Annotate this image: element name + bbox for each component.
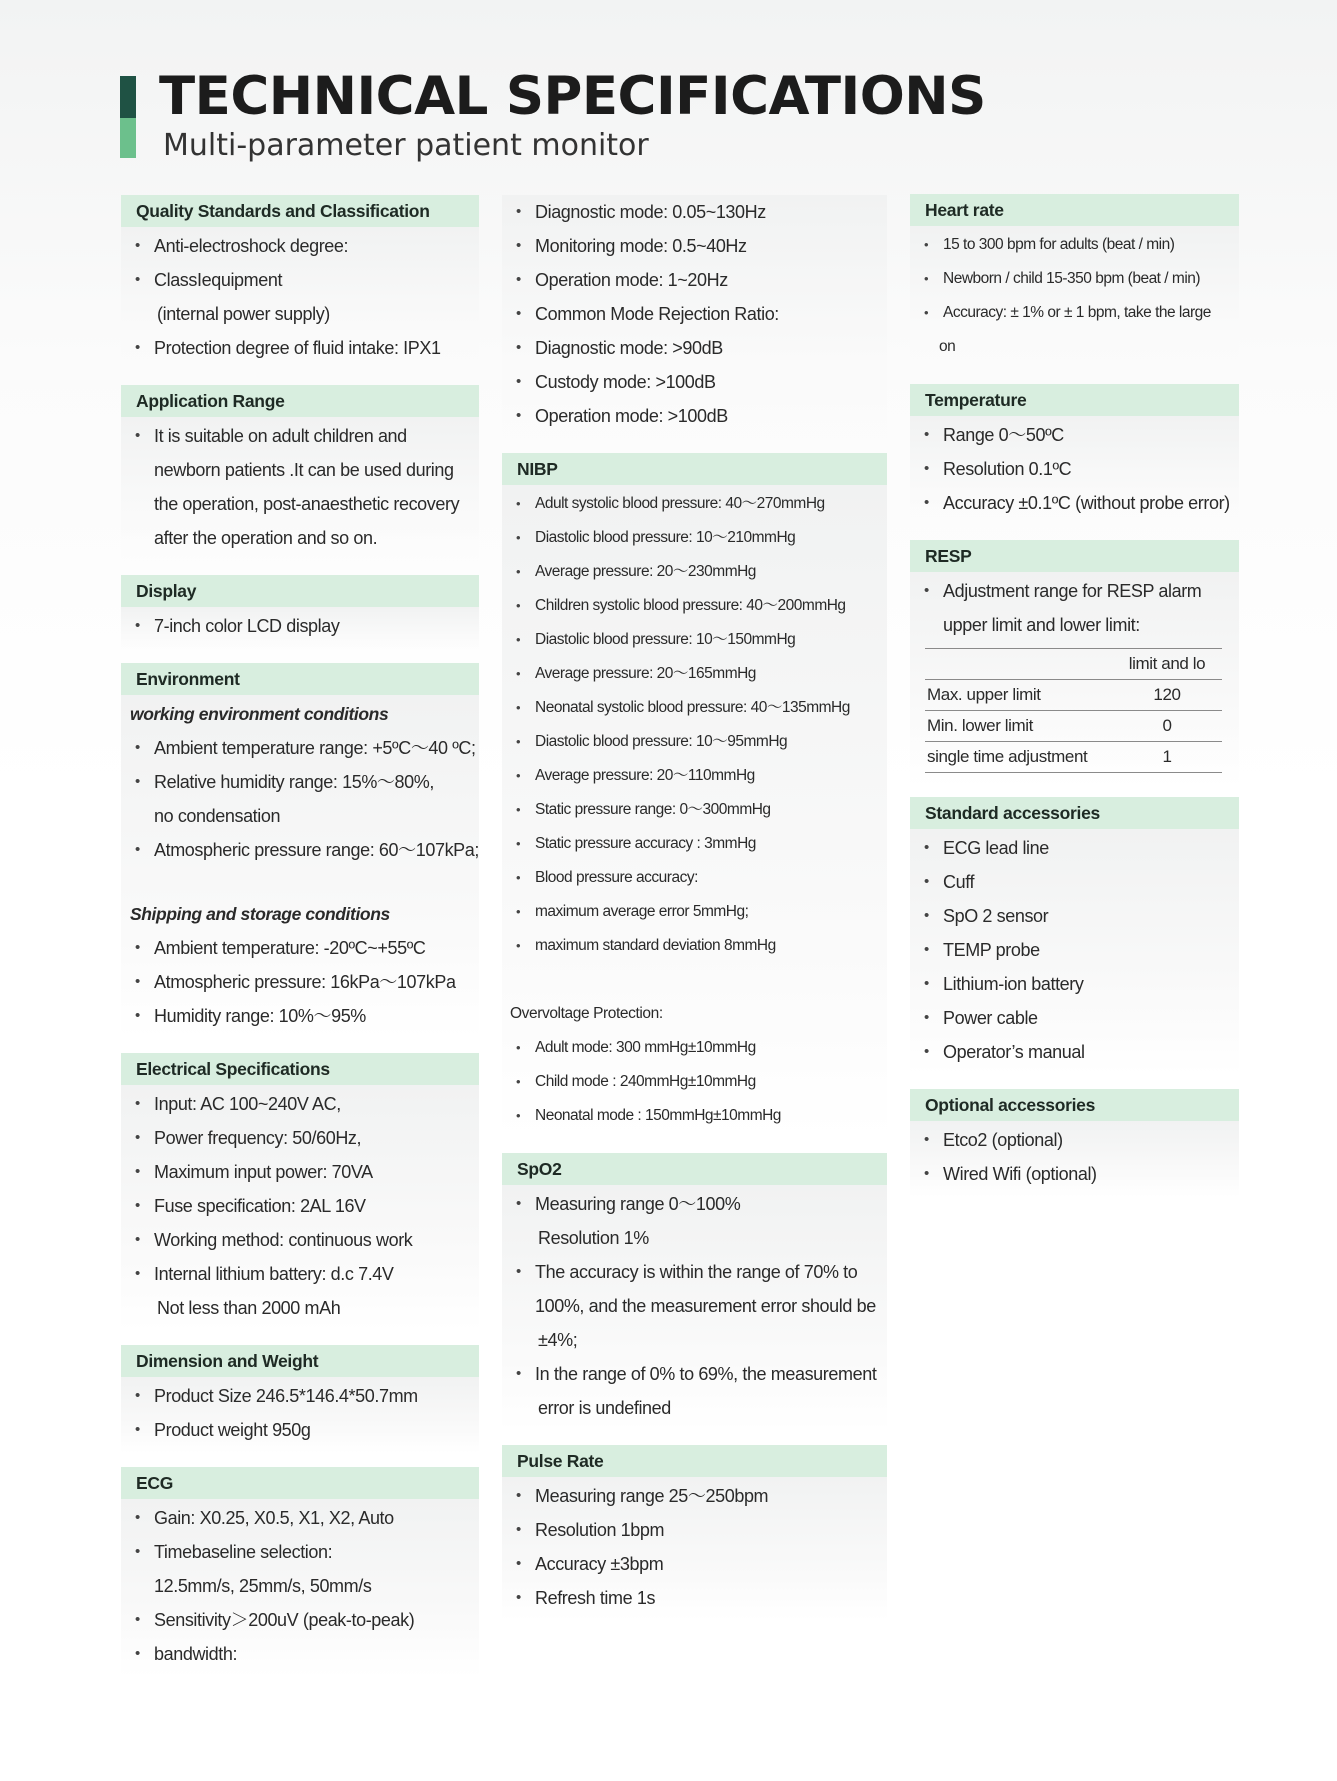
list-item: • Power frequency: 50/60Hz,: [121, 1121, 479, 1155]
list-item-continued: Not less than 2000 mAh: [157, 1298, 341, 1318]
table-cell-label: Min. lower limit: [925, 711, 1112, 742]
page-title: TECHNICAL SPECIFICATIONS: [159, 66, 986, 127]
table-row: [925, 649, 1222, 680]
list-item: • Atmospheric pressure range: 60～107kPa;: [121, 833, 479, 867]
list-item-continued: ±4%;: [538, 1330, 578, 1350]
list-item: • Ambient temperature range: +5ºC～40 ºC;: [121, 731, 479, 765]
section-title: Quality Standards and Classification: [121, 195, 479, 227]
list-item: • Gain: X0.25, X0.5, X1, X2, Auto: [121, 1501, 479, 1535]
list-item: • Measuring range 0～100%: [502, 1187, 887, 1221]
section-standard-accessories: [910, 797, 1239, 1075]
list-item: • Fuse specification: 2AL 16V: [121, 1189, 479, 1223]
list-item: • Average pressure: 20～110mmHg: [502, 759, 887, 793]
section-ecg: [121, 1467, 479, 1677]
list-item: • Diagnostic mode: 0.05~130Hz: [502, 195, 887, 229]
list-item: • bandwidth:: [121, 1637, 479, 1671]
list-item: • Monitoring mode: 0.5~40Hz: [502, 229, 887, 263]
section-title: Environment: [121, 663, 479, 695]
section-title: Pulse Rate: [502, 1445, 887, 1477]
list-item-continued: the operation, post-anaesthetic recovery: [154, 494, 460, 514]
section-temperature: [910, 384, 1239, 526]
table-cell-value: 120: [1112, 680, 1222, 711]
list-item: • Working method: continuous work: [121, 1223, 479, 1257]
section-title: Application Range: [121, 385, 479, 417]
table-cell-value: 0: [1112, 711, 1222, 742]
list-item: • Wired Wifi (optional): [910, 1157, 1239, 1191]
list-item: • ClassIequipment: [121, 263, 479, 297]
list-item: • Operator’s manual: [910, 1035, 1239, 1069]
list-item: • Internal lithium battery: d.c 7.4V: [121, 1257, 479, 1291]
list-item-continued: after the operation and so on.: [154, 528, 378, 548]
section-optional-accessories: [910, 1089, 1239, 1197]
section-title: Optional accessories: [910, 1089, 1239, 1121]
list-item: • Diagnostic mode: >90dB: [502, 331, 887, 365]
section-title: NIBP: [502, 453, 887, 485]
list-item-continued: Resolution 1%: [538, 1228, 649, 1248]
section-application: [121, 385, 479, 561]
list-item: • Accuracy ±3bpm: [502, 1547, 887, 1581]
list-item: • maximum average error 5mmHg;: [502, 895, 887, 929]
section-title: Heart rate: [910, 194, 1239, 226]
list-item: • 15 to 300 bpm for adults (beat / min): [910, 228, 1239, 262]
section-title: ECG: [121, 1467, 479, 1499]
section-display: [121, 575, 479, 649]
list-item: • Anti-electroshock degree:: [121, 229, 479, 263]
list-item: • Product Size 246.5*146.4*50.7mm: [121, 1379, 479, 1413]
list-item: • Blood pressure accuracy:: [502, 861, 887, 895]
section-pulse: [502, 1445, 887, 1621]
list-item-continued: 12.5mm/s, 25mm/s, 50mm/s: [154, 1576, 372, 1596]
section-title: Electrical Specifications: [121, 1053, 479, 1085]
list-item: • ECG lead line: [910, 831, 1239, 865]
list-item-continued: upper limit and lower limit:: [943, 615, 1140, 635]
list-item: • Ambient temperature: -20ºC~+55ºC: [121, 931, 479, 965]
list-item: • Neonatal systolic blood pressure: 40～135mmHg: [502, 691, 887, 725]
list-item: • Neonatal mode : 150mmHg±10mmHg: [502, 1099, 887, 1133]
table-cell-label: single time adjustment: [925, 742, 1112, 773]
list-item-continued: error is undefined: [538, 1398, 671, 1418]
list-item: • Common Mode Rejection Ratio:: [502, 297, 887, 331]
section-title: SpO2: [502, 1153, 887, 1185]
list-item: • Humidity range: 10%～95%: [121, 999, 479, 1033]
subheading-working: working environment conditions: [130, 704, 389, 724]
table-row: [925, 680, 1222, 711]
list-item-continued: 100%, and the measurement error should be: [535, 1296, 876, 1316]
column-right: [910, 194, 1239, 1211]
list-item: • Adjustment range for RESP alarm: [910, 574, 1239, 608]
list-item: • Operation mode: >100dB: [502, 399, 887, 433]
list-item: • Cuff: [910, 865, 1239, 899]
section-nibp: [502, 453, 887, 1139]
subheading-shipping: Shipping and storage conditions: [130, 904, 390, 924]
table-row: [925, 711, 1222, 742]
list-item: • Maximum input power: 70VA: [121, 1155, 479, 1189]
list-item: • Child mode : 240mmHg±10mmHg: [502, 1065, 887, 1099]
list-item: • TEMP probe: [910, 933, 1239, 967]
list-item: • Average pressure: 20～230mmHg: [502, 555, 887, 589]
page-subtitle: Multi-parameter patient monitor: [163, 128, 649, 163]
overvoltage-heading: Overvoltage Protection:: [510, 1005, 663, 1022]
list-item: • Refresh time 1s: [502, 1581, 887, 1615]
resp-alarm-table: [925, 648, 1222, 773]
list-item: • Operation mode: 1~20Hz: [502, 263, 887, 297]
list-item-continued: (internal power supply): [157, 304, 330, 324]
list-item: • SpO 2 sensor: [910, 899, 1239, 933]
list-item: • Range 0～50ºC: [910, 418, 1239, 452]
table-cell-value: 1: [1112, 742, 1222, 773]
section-title: RESP: [910, 540, 1239, 572]
section-spo2: [502, 1153, 887, 1431]
column-left: [121, 195, 479, 1691]
list-item: • In the range of 0% to 69%, the measurement: [502, 1357, 887, 1391]
list-item: • Static pressure accuracy : 3mmHg: [502, 827, 887, 861]
list-item: • Average pressure: 20～165mmHg: [502, 657, 887, 691]
list-item: • Sensitivity＞200uV (peak-to-peak): [121, 1603, 479, 1637]
table-header: limit and lo: [1112, 649, 1222, 680]
list-item: • Etco2 (optional): [910, 1123, 1239, 1157]
list-item: • Accuracy ±0.1ºC (without probe error): [910, 486, 1239, 520]
list-item: • Product weight 950g: [121, 1413, 479, 1447]
list-item-continued: newborn patients .It can be used during: [154, 460, 454, 480]
list-item: • Adult systolic blood pressure: 40～270mmHg: [502, 487, 887, 521]
accent-bar-light: [120, 118, 136, 158]
section-quality: [121, 195, 479, 371]
list-item: • Input: AC 100~240V AC,: [121, 1087, 479, 1121]
section-dimension: [121, 1345, 479, 1453]
table-cell-label: Max. upper limit: [925, 680, 1112, 711]
list-item: • Accuracy: ± 1% or ± 1 bpm, take the large: [910, 296, 1239, 330]
list-item: • Atmospheric pressure: 16kPa～107kPa: [121, 965, 479, 999]
list-item: • Resolution 0.1ºC: [910, 452, 1239, 486]
section-title: Temperature: [910, 384, 1239, 416]
list-item: • Resolution 1bpm: [502, 1513, 887, 1547]
section-ecg-continued: [502, 195, 887, 439]
section-title: Standard accessories: [910, 797, 1239, 829]
list-item: • Protection degree of fluid intake: IPX1: [121, 331, 479, 365]
section-title: Display: [121, 575, 479, 607]
section-environment: [121, 663, 479, 1039]
list-item: • maximum standard deviation 8mmHg: [502, 929, 887, 963]
list-item: • Relative humidity range: 15%～80%,: [121, 765, 479, 799]
list-item: • Children systolic blood pressure: 40～200mmHg: [502, 589, 887, 623]
list-item: • Lithium-ion battery: [910, 967, 1239, 1001]
list-item-continued: on: [939, 338, 956, 355]
list-item: • The accuracy is within the range of 70% to: [502, 1255, 887, 1289]
section-resp: [910, 540, 1239, 783]
title-accent-bar: [120, 76, 136, 158]
list-item: • Newborn / child 15-350 bpm (beat / min): [910, 262, 1239, 296]
list-item-continued: no condensation: [154, 806, 281, 826]
section-electrical: [121, 1053, 479, 1331]
accent-bar-dark: [120, 76, 136, 118]
list-item: • Diastolic blood pressure: 10～95mmHg: [502, 725, 887, 759]
list-item: • Measuring range 25～250bpm: [502, 1479, 887, 1513]
list-item: • 7-inch color LCD display: [121, 609, 479, 643]
list-item: • It is suitable on adult children and: [121, 419, 479, 453]
list-item: • Static pressure range: 0～300mmHg: [502, 793, 887, 827]
list-item: • Diastolic blood pressure: 10～210mmHg: [502, 521, 887, 555]
table-row: [925, 742, 1222, 773]
section-heart-rate: [910, 194, 1239, 370]
section-title: Dimension and Weight: [121, 1345, 479, 1377]
column-middle: [502, 195, 887, 1635]
list-item: • Power cable: [910, 1001, 1239, 1035]
list-item: • Adult mode: 300 mmHg±10mmHg: [502, 1031, 887, 1065]
list-item: • Timebaseline selection:: [121, 1535, 479, 1569]
list-item: • Diastolic blood pressure: 10～150mmHg: [502, 623, 887, 657]
list-item: • Custody mode: >100dB: [502, 365, 887, 399]
